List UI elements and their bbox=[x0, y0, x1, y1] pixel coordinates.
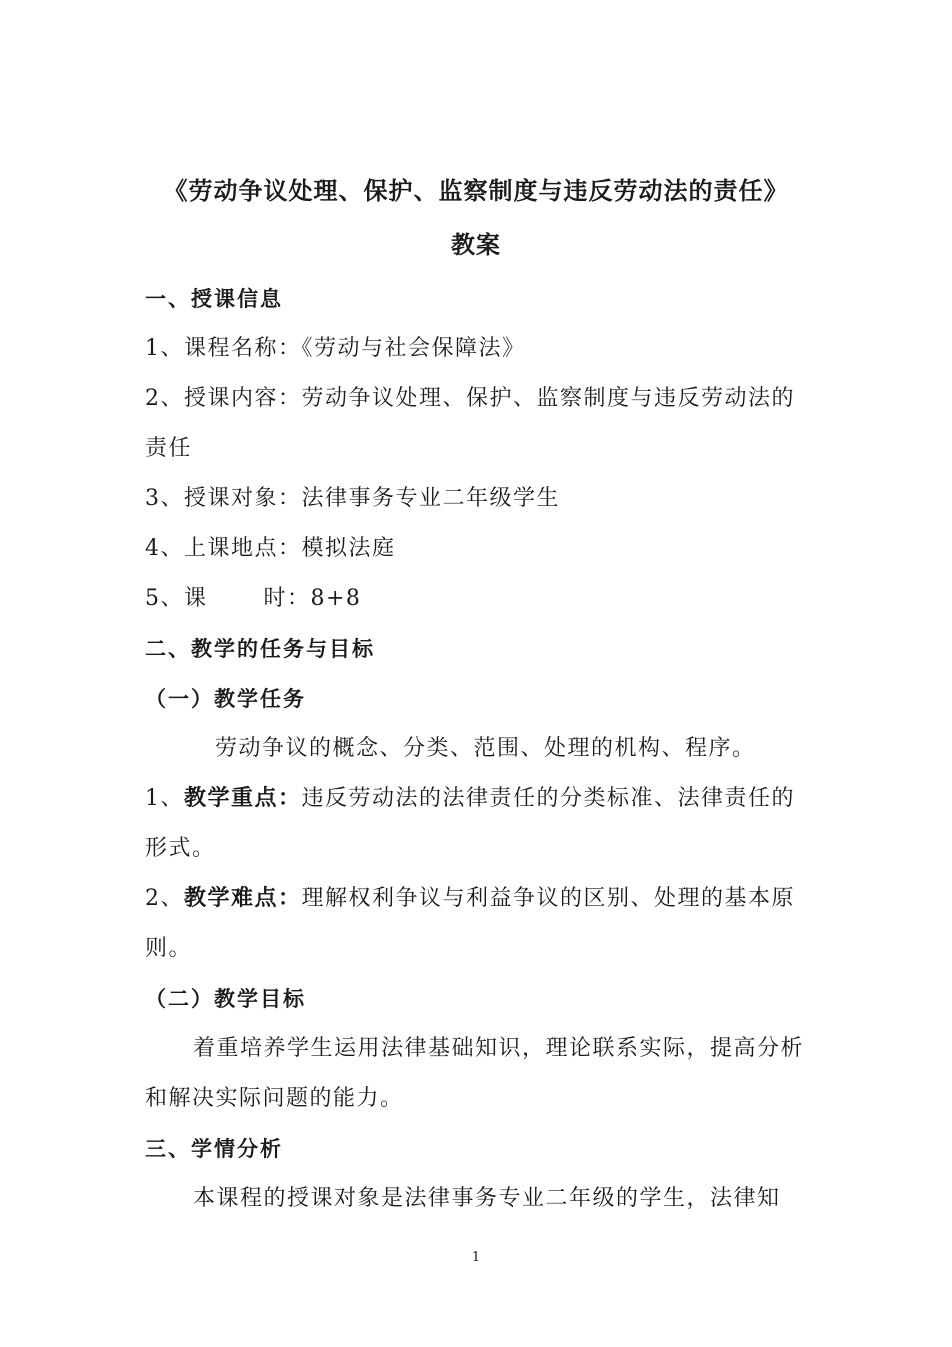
teaching-tasks-text: 劳动争议的概念、分类、范围、处理的机构、程序。 bbox=[215, 736, 756, 761]
teaching-goals-text: 着重培养学生运用法律基础知识，理论联系实际，提高分析和解决实际问题的能力。 bbox=[145, 1036, 805, 1111]
teaching-difficulty bbox=[145, 874, 807, 974]
teaching-focus bbox=[145, 774, 807, 874]
teaching-focus-text: 违反劳动法的法律责任的分类标准、法律责任的形式。 bbox=[145, 786, 796, 861]
document-title-line2: 教案 bbox=[451, 231, 501, 259]
document-body bbox=[145, 162, 807, 1224]
info-course-content: 2、授课内容：劳动争议处理、保护、监察制度与违反劳动法的责任 bbox=[145, 386, 795, 461]
section-heading-course-info: 一、授课信息 bbox=[145, 287, 283, 311]
info-hours-prefix: 5、课 bbox=[145, 586, 208, 611]
teaching-focus-number: 1、 bbox=[145, 786, 184, 811]
subheading-teaching-goals: （二）教学目标 bbox=[145, 987, 306, 1011]
info-hours-value: 时：8+8 bbox=[263, 586, 362, 611]
page-number: 1 bbox=[471, 1250, 481, 1265]
section-heading-tasks-goals: 二、教学的任务与目标 bbox=[145, 637, 375, 661]
teaching-focus-label: 教学重点： bbox=[184, 786, 302, 811]
student-analysis-text: 本课程的授课对象是法律事务专业二年级的学生，法律知 bbox=[193, 1186, 781, 1211]
info-course-name: 1、课程名称：《劳动与社会保障法》 bbox=[145, 336, 526, 361]
teaching-difficulty-label: 教学难点： bbox=[184, 886, 302, 911]
section-heading-student-analysis: 三、学情分析 bbox=[145, 1137, 283, 1161]
info-course-audience: 3、授课对象：法律事务专业二年级学生 bbox=[145, 486, 560, 511]
teaching-difficulty-number: 2、 bbox=[145, 886, 184, 911]
subheading-teaching-tasks: （一）教学任务 bbox=[145, 687, 306, 711]
teaching-difficulty-text: 理解权利争议与利益争议的区别、处理的基本原则。 bbox=[145, 886, 796, 961]
info-course-hours bbox=[145, 574, 807, 624]
document-title-line1: 《劳动争议处理、保护、监察制度与违反劳动法的责任》 bbox=[163, 177, 789, 205]
info-course-location: 4、上课地点：模拟法庭 bbox=[145, 536, 396, 561]
